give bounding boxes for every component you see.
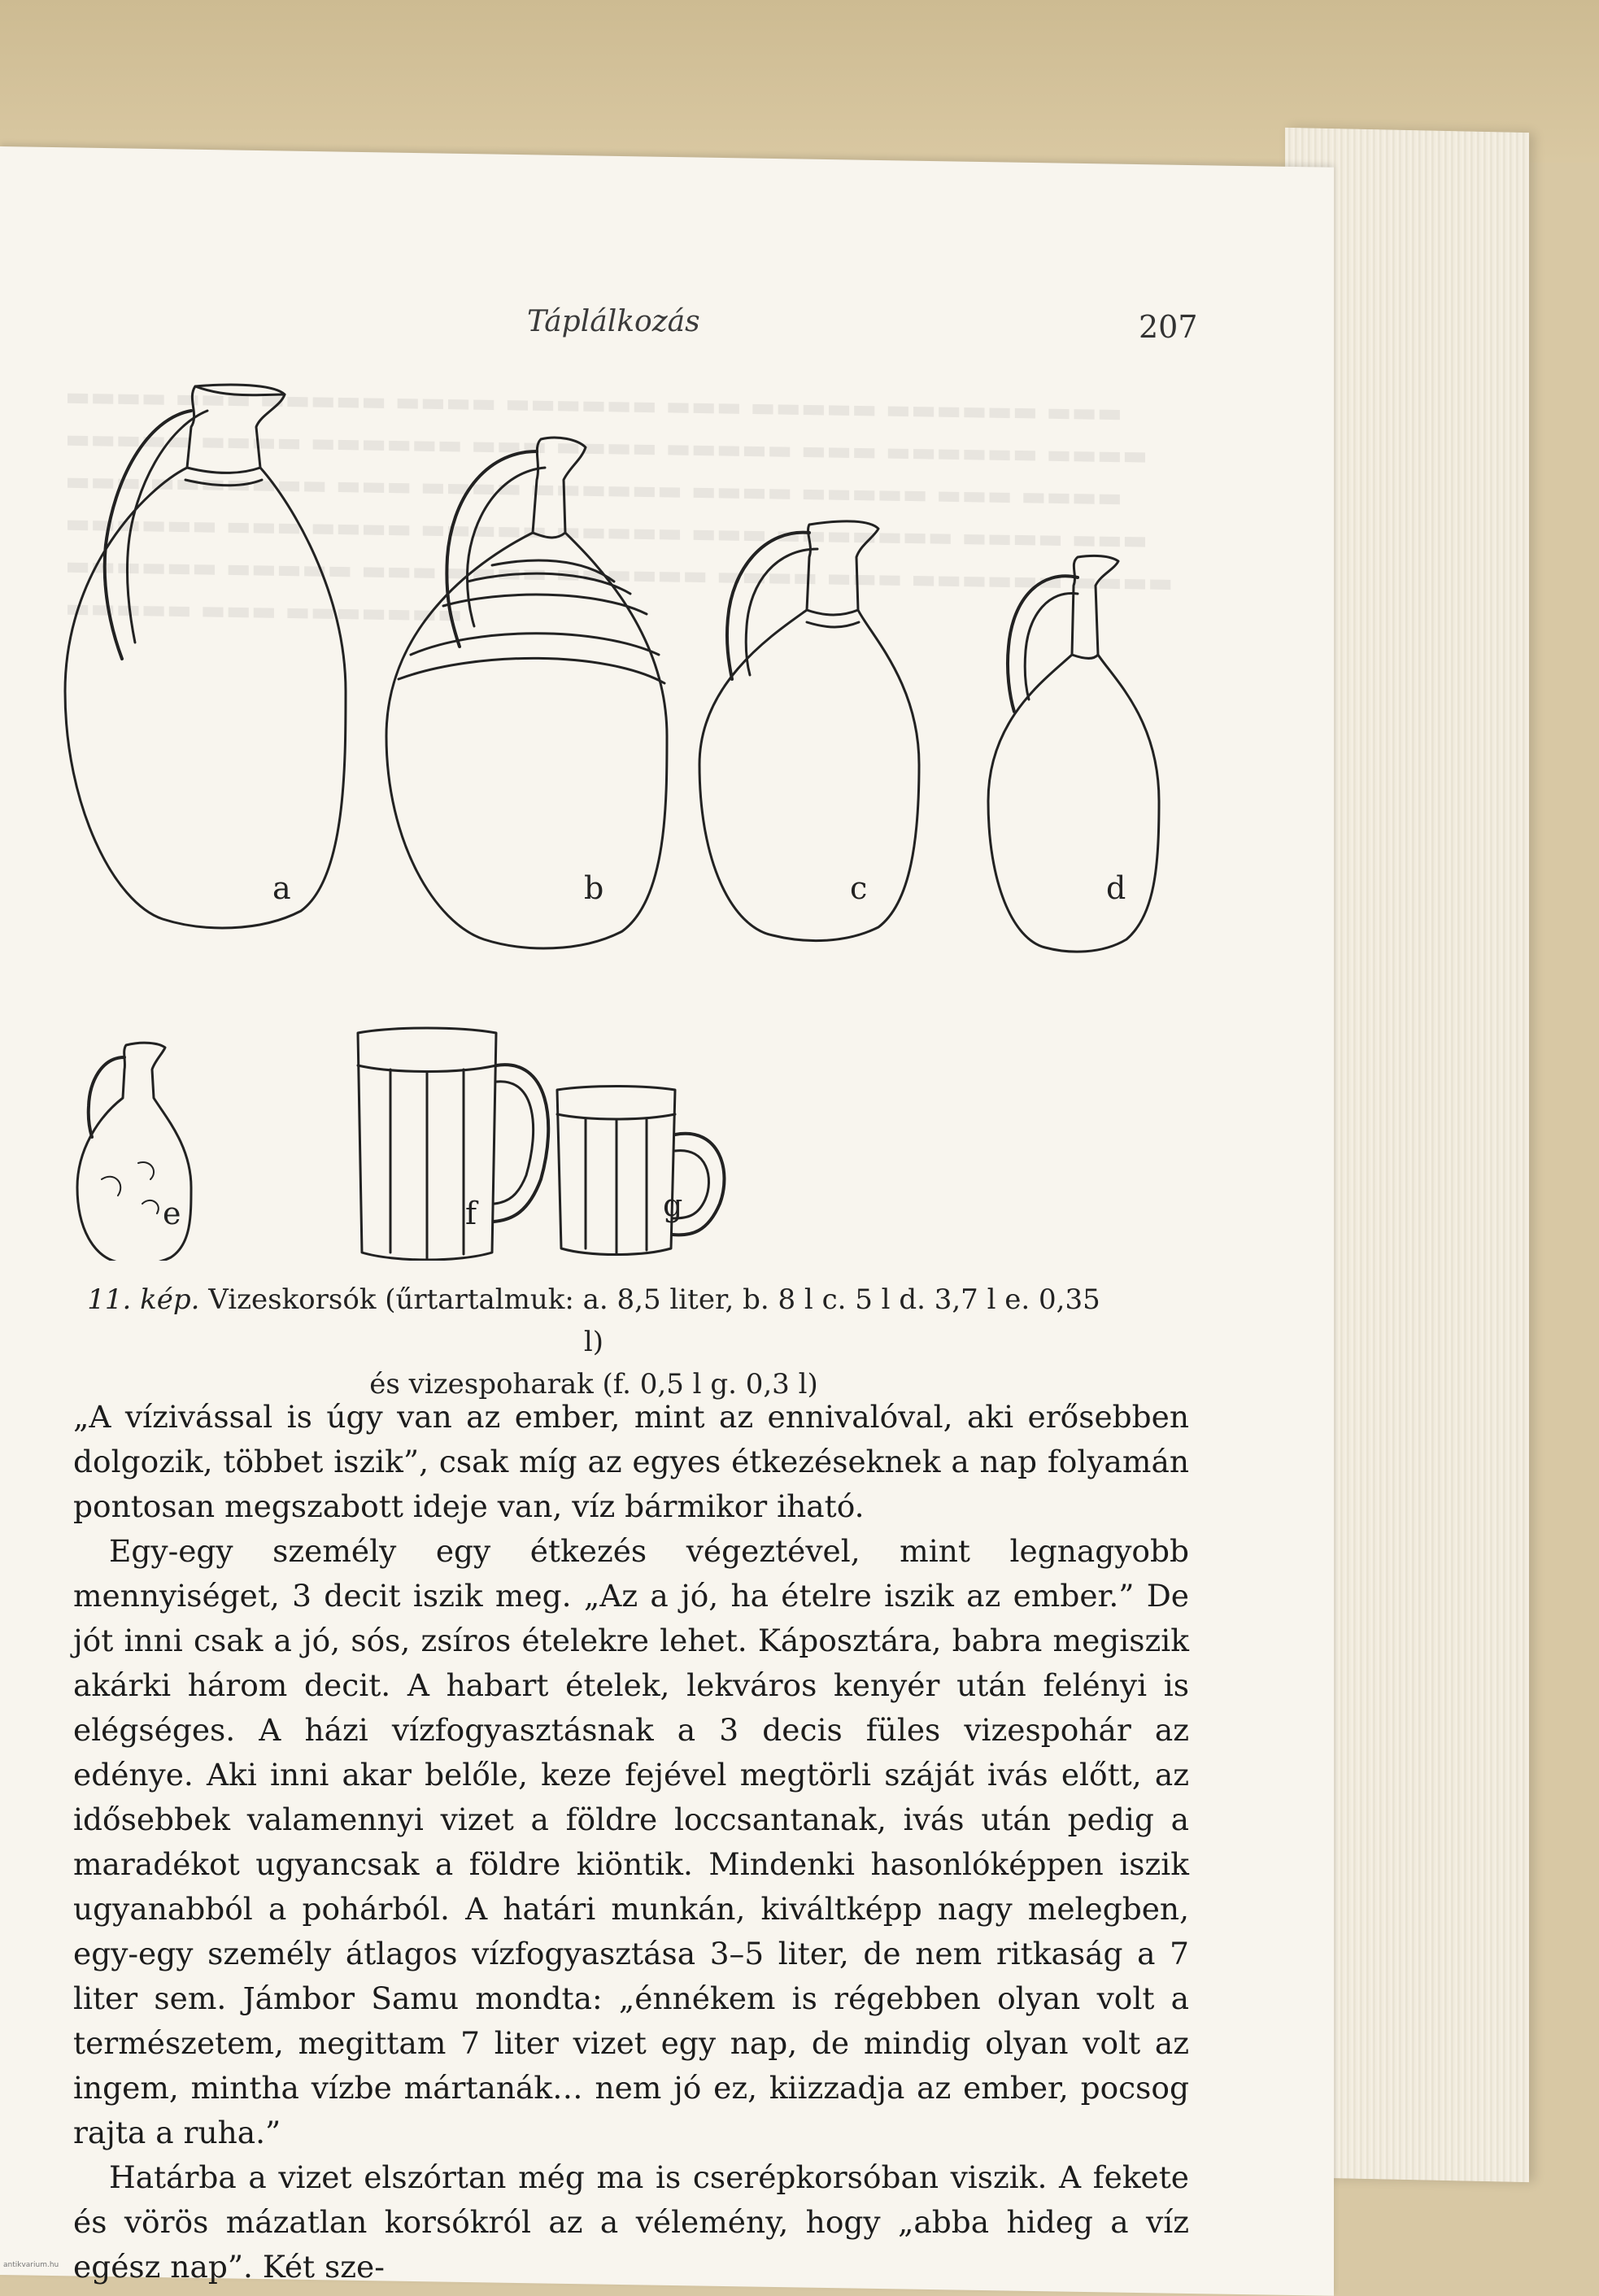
paragraph-3: Határba a vizet elszórtan még ma is cserépkorsóban viszik. A fekete és vörös mázatlan korsókról az a vélemény, hogy „abba hideg a víz egész nap”. Két sze- <box>73 2159 1189 2285</box>
caption-line-2: és vizespoharak (f. 0,5 l g. 0,3 l) <box>369 1368 818 1401</box>
jug-a-drawing <box>65 385 346 928</box>
page-number: 207 <box>1139 309 1198 345</box>
vessels-drawing <box>57 382 1220 1261</box>
running-header: Táplálkozás <box>527 305 700 338</box>
label-f: f <box>465 1196 477 1231</box>
mug-f-drawing <box>358 1028 548 1260</box>
jug-b-drawing <box>386 438 667 948</box>
label-d: d <box>1106 870 1126 906</box>
caption-label: 11. kép. <box>87 1283 200 1316</box>
jug-c-drawing <box>699 521 919 941</box>
label-e: e <box>163 1196 181 1231</box>
paragraph-1: „A vízivással is úgy van az ember, mint az ennivalóval, aki erősebben dolgozik, többet iszik”, csak míg az egyes étkezéseknek a nap folyamán pontosan megszabott ideje van, víz bármikor iható. <box>73 1399 1189 1524</box>
watermark: antikvarium.hu <box>3 2261 59 2269</box>
label-b: b <box>584 870 604 906</box>
bleed-through-text: ▬▬▬▬ ▬▬▬ ▬▬▬▬▬ ▬▬▬▬ ▬▬▬▬▬▬ ▬▬▬ ▬▬▬▬▬ ▬▬▬▬▬▬ ▬▬▬ ▬▬▬▬▬ ▬▬▬▬ ▬▬▬▬▬▬ ▬▬▬ ▬▬▬▬ ▬▬▬▬▬ ▬▬▬ ▬▬▬▬▬▬ ▬▬▬▬ ▬▬▬ ▬▬▬▬▬▬▬ ▬▬▬ ▬▬▬▬ ▬▬▬▬▬▬ ▬▬▬▬ ▬▬▬▬▬ ▬▬▬ ▬▬▬▬ ▬▬▬▬▬▬ ▬▬▬ ▬▬▬▬ ▬▬▬▬▬ ▬▬▬▬▬ ▬▬▬ ▬▬▬▬▬▬▬ ▬▬▬▬ ▬▬▬ ▬▬▬▬▬▬ ▬▬▬▬▬ ▬▬▬ ▬▬▬▬ ▬▬▬▬▬▬ ▬▬▬▬ ▬▬▬ ▬▬▬▬▬▬ ▬▬▬▬ ▬▬▬▬▬ ▬▬▬ ▬▬▬▬▬▬▬ <box>65 380 1174 630</box>
label-g: g <box>663 1187 683 1223</box>
label-c: c <box>850 870 868 906</box>
jug-d-drawing <box>988 555 1159 952</box>
figure-vessels <box>57 382 1220 1261</box>
caption-line-1 <box>73 1279 1114 1363</box>
body-text <box>73 1395 1189 2289</box>
label-a: a <box>272 870 291 906</box>
paragraph-2: Egy-egy személy egy étkezés végeztével, mint legnagyobb mennyiséget, 3 decit iszik meg. „Az a jó, ha ételre iszik az ember.” De jót inni csak a jó, sós, zsíros ételekre lehet. Káposztára, babra megiszik akárki három decit. A habart ételek, lekváros kenyér után felényi is elégséges. A házi vízfogyasztásnak a 3 decis füles vizespohár az edénye. Aki inni akar belőle, keze fejével megtörli száját ivás előtt, az idősebbek valamennyi vizet a földre loccsantanak, ivás után pedig a maradékot ugyancsak a földre kiöntik. Mindenki hasonlóképpen iszik ugyanabból a pohárból. A határi munkán, kiváltképp nagy melegben, egy-egy személy átlagos vízfogyasztása 3–5 liter, de nem ritkaság a 7 liter sem. Jámbor Samu mondta: „énnékem is régebben olyan volt a természetem, megittam 7 liter vizet egy nap, de mindig olyan volt az ingem, mintha vízbe mártanák… nem jó ez, kiizzadja az ember, pocsog rajta a ruha.” <box>73 1533 1189 2150</box>
mug-g-drawing <box>557 1087 724 1255</box>
figure-caption <box>73 1279 1114 1405</box>
caption-text-1: Vizeskorsók (űrtartalmuk: a. 8,5 liter, b. 8 l c. 5 l d. 3,7 l e. 0,35 l) <box>208 1283 1100 1358</box>
